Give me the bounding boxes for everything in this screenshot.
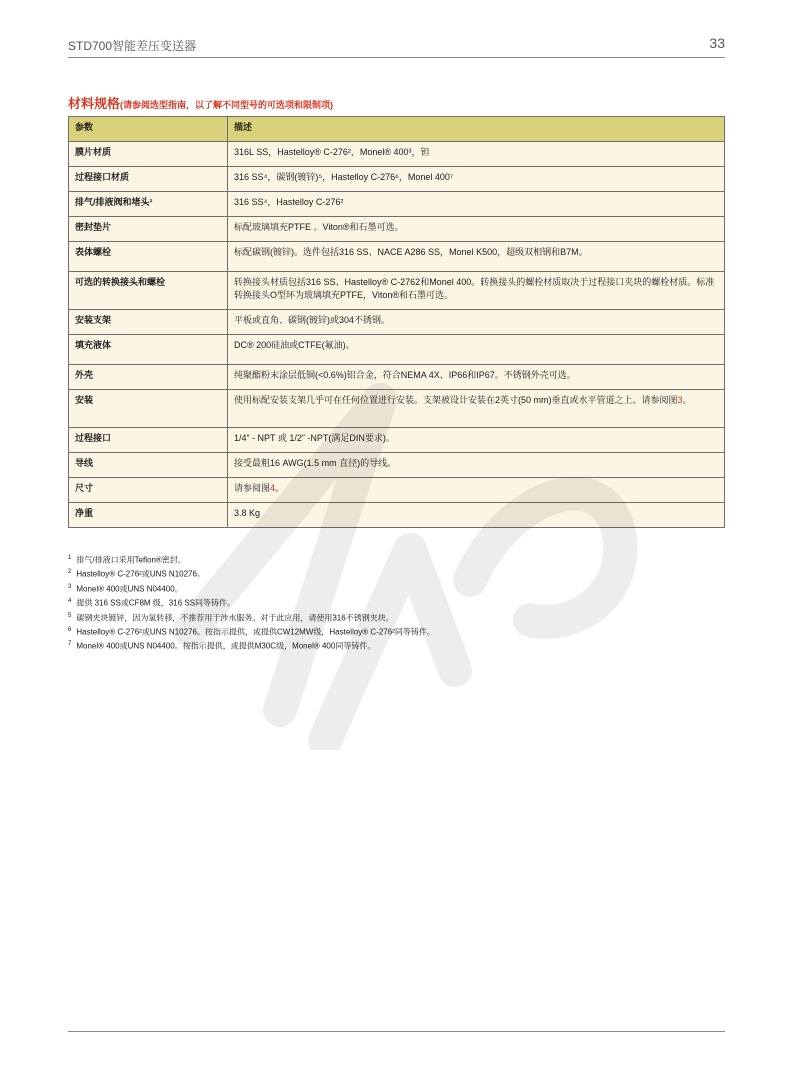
table-row xyxy=(69,503,725,528)
footnote-number: 5 xyxy=(68,612,72,619)
desc-cell: 标配玻璃填充PTFE 。Viton®和石墨可选。 xyxy=(228,217,725,242)
table-row xyxy=(69,478,725,503)
document-title: STD700智能差压变送器 xyxy=(68,39,197,53)
header-divider xyxy=(68,57,725,58)
figure-reference-link[interactable]: 3 xyxy=(677,395,683,405)
footnote-number: 4 xyxy=(68,598,72,605)
footnote-text: Monel® 400或UNS N04400。 xyxy=(76,584,183,594)
table-row xyxy=(69,242,725,272)
footnote-number: 3 xyxy=(68,583,72,590)
table-row xyxy=(69,310,725,335)
table-row xyxy=(69,167,725,192)
table-header-row xyxy=(69,117,725,142)
param-cell: 安装 xyxy=(69,390,228,428)
desc-text-end: 。 xyxy=(275,483,285,493)
desc-cell: 纯聚酯粉末涂层低铜(<0.6%)铝合金，符合NEMA 4X、IP66和IP67。不锈钢外壳可选。 xyxy=(228,365,725,390)
desc-cell: 1/4” - NPT 或 1/2” -NPT(满足DIN要求)。 xyxy=(228,428,725,453)
footer-divider xyxy=(68,1031,725,1032)
param-cell: 密封垫片 xyxy=(69,217,228,242)
desc-cell: 转换接头材质包括316 SS、Hastelloy® C-2762和Monel 400。转换接头的螺栓材质取决于过程接口夹块的螺栓材质。标准转换接头O型环为玻璃填充PTFE，Viton®和石墨可选。 xyxy=(228,272,725,310)
footnote-text: Hastelloy® C-276²或UNS N10276。 xyxy=(76,570,205,580)
column-header-desc: 描述 xyxy=(228,117,725,142)
section-title xyxy=(68,93,333,112)
param-cell: 表体螺栓 xyxy=(69,242,228,272)
footnote-text: 提供 316 SS或CF8M 级，316 SS同等铸件。 xyxy=(76,598,236,608)
page-number: 33 xyxy=(709,35,725,51)
section-title-note: (请参阅选型指南，以了解不同型号的可选项和限制项) xyxy=(120,100,334,110)
param-cell: 过程接口 xyxy=(69,428,228,453)
footnote xyxy=(68,569,725,583)
section-title-text: 材料规格 xyxy=(68,96,121,111)
param-cell: 外壳 xyxy=(69,365,228,390)
table-row xyxy=(69,272,725,310)
footnote xyxy=(68,555,725,569)
param-cell: 净重 xyxy=(69,503,228,528)
desc-text: 使用标配安装支架几乎可在任何位置进行安装。支架被设计安装在2英寸(50 mm)垂直或水平管道之上。请参阅图 xyxy=(234,395,678,405)
table-row xyxy=(69,428,725,453)
desc-cell: 标配碳钢(镀锌)。选件包括316 SS、NACE A286 SS，Monel K500，超级双相钢和B7M。 xyxy=(228,242,725,272)
param-cell: 尺寸 xyxy=(69,478,228,503)
param-cell: 导线 xyxy=(69,453,228,478)
desc-cell: 316 SS⁴，Hastelloy C-276² xyxy=(228,192,725,217)
table-row xyxy=(69,365,725,390)
table-row xyxy=(69,453,725,478)
desc-cell xyxy=(228,390,725,428)
footnote xyxy=(68,598,725,612)
param-cell: 安装支架 xyxy=(69,310,228,335)
footnote-number: 2 xyxy=(68,569,72,576)
param-cell: 可选的转换接头和螺栓 xyxy=(69,272,228,310)
desc-text: 请参阅图 xyxy=(234,483,271,493)
desc-text-end: 。 xyxy=(682,395,692,405)
desc-cell: 316L SS，Hastelloy® C-276²，Monel® 400³，钽 xyxy=(228,142,725,167)
footnote xyxy=(68,627,725,641)
desc-cell: 接受最粗16 AWG(1.5 mm 直径)的导线。 xyxy=(228,453,725,478)
footnote xyxy=(68,613,725,627)
param-cell: 排气/排液阀和堵头¹ xyxy=(69,192,228,217)
footnote-number: 1 xyxy=(68,555,72,561)
footnote-number: 6 xyxy=(68,626,72,633)
table-row xyxy=(69,335,725,365)
table-row xyxy=(69,142,725,167)
table-row xyxy=(69,192,725,217)
footnote xyxy=(68,641,725,655)
param-cell: 过程接口材质 xyxy=(69,167,228,192)
figure-reference-link[interactable]: 4 xyxy=(270,483,276,493)
desc-cell: DC® 200硅油或CTFE(氟油)。 xyxy=(228,335,725,365)
param-cell: 膜片材质 xyxy=(69,142,228,167)
desc-cell: 平板或直角、碳钢(镀锌)或304不锈钢。 xyxy=(228,310,725,335)
footnotes xyxy=(68,555,725,656)
table-row xyxy=(69,217,725,242)
material-spec-table xyxy=(68,116,725,528)
table-row xyxy=(69,390,725,428)
column-header-param: 参数 xyxy=(69,117,228,142)
footnote-text: Hastelloy® C-276²或UNS N10276。按指示提供，或提供CW12MW级，Hastelloy® C-276²同等铸件。 xyxy=(76,627,435,637)
footnote-text: Monel® 400或UNS N04400。按指示提供，或提供M30C级，Monel® 400同等铸件。 xyxy=(76,642,376,651)
desc-cell xyxy=(228,478,725,503)
desc-cell: 316 SS⁴，碳钢(镀锌)⁵，Hastelloy C-276⁶，Monel 400⁷ xyxy=(228,167,725,192)
footnote xyxy=(68,584,725,598)
desc-cell: 3.8 Kg xyxy=(228,503,725,528)
footnote-number: 7 xyxy=(68,641,72,648)
footnote-text: 排气/排液口采用Teflon®密封。 xyxy=(76,555,186,565)
param-cell: 填充液体 xyxy=(69,335,228,365)
footnote-text: 碳钢夹块镀锌，因为氢转移，不推荐用于涉水服务。对于此应用，请使用316不锈钢夹块。 xyxy=(76,613,394,623)
